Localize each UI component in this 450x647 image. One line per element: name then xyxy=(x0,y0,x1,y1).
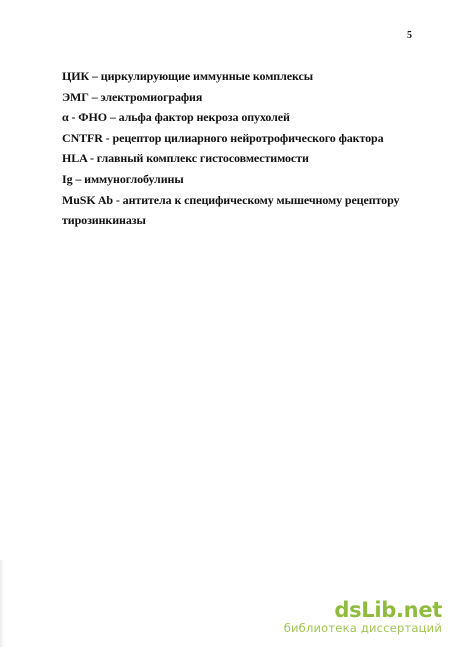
watermark xyxy=(284,599,442,635)
abbreviation-line: ЭМГ – электромиография xyxy=(62,89,203,104)
watermark-logo: dsLib.net xyxy=(334,598,442,622)
abbreviation-line: Ig – иммуноглобулины xyxy=(62,171,184,186)
abbreviation-list xyxy=(62,66,402,231)
page-number: 5 xyxy=(407,30,412,41)
abbreviation-line: HLA - главный комплекс гистосовместимости xyxy=(62,151,309,166)
abbreviation-line: CNTFR - рецептор цилиарного нейротрофического фактора xyxy=(62,130,384,145)
abbreviation-line: ЦИК – циркулирующие иммунные комплексы xyxy=(62,69,313,83)
abbreviation-line: MuSK Ab - антитела к специфическому мышечному рецептору xyxy=(62,192,400,207)
watermark-subtitle: библиотека диссертаций xyxy=(283,621,442,635)
abbreviation-line: тирозинкиназы xyxy=(62,213,146,228)
abbreviation-line: α - ФНО – альфа фактор некроза опухолей xyxy=(62,110,290,125)
scan-edge-shadow xyxy=(0,560,4,647)
